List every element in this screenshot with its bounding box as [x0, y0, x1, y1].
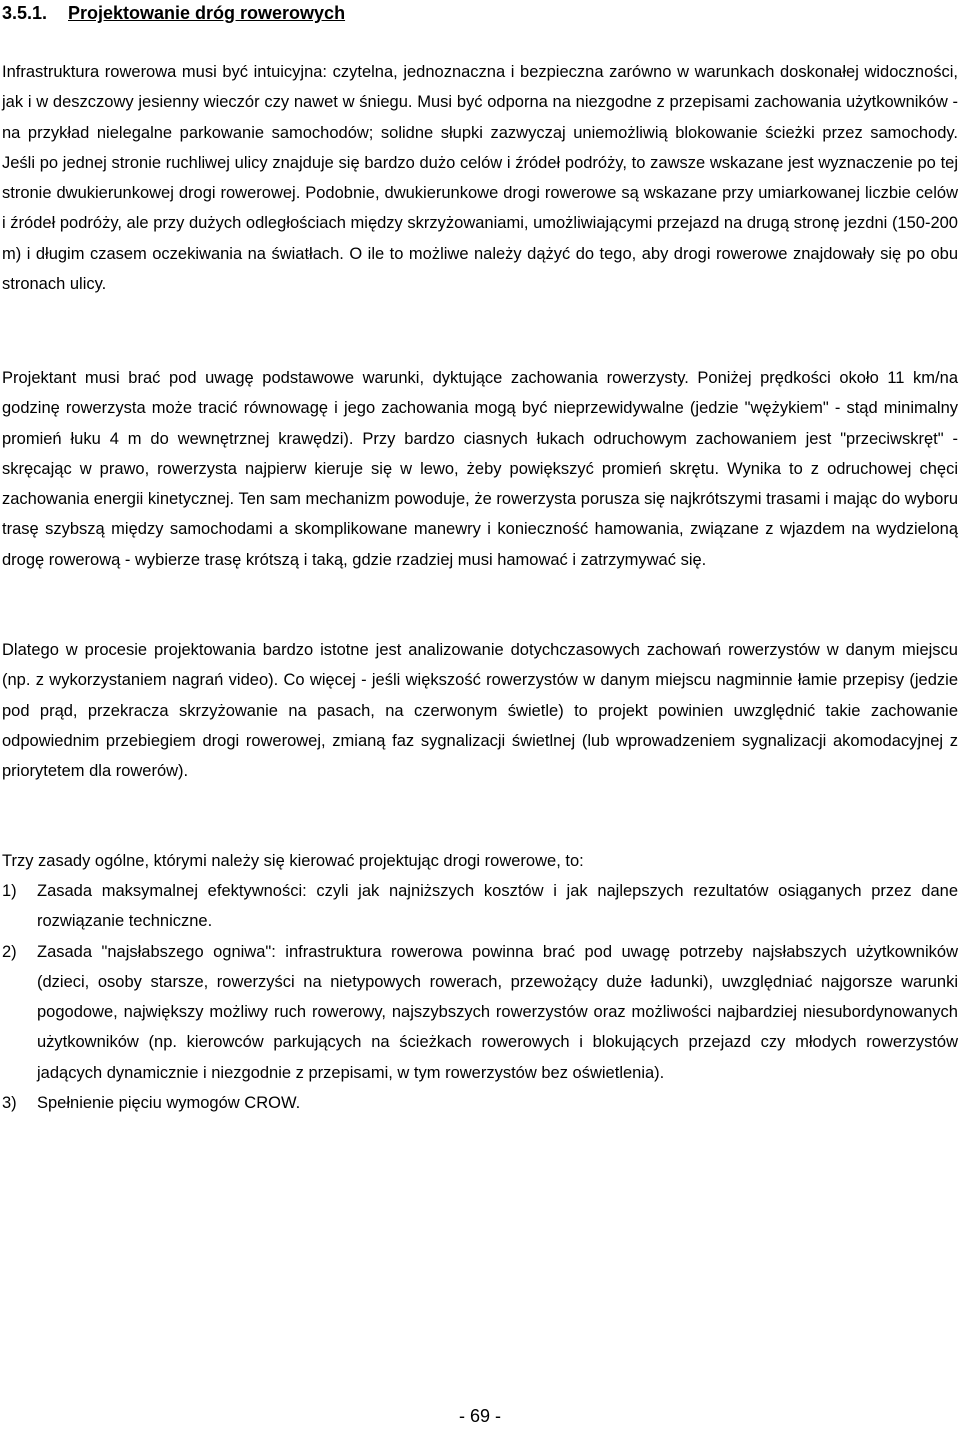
paragraph-cyclist-behaviour: Projektant musi brać pod uwagę podstawowe warunki, dyktujące zachowania rowerzysty. Poniżej prędkości około 11 km/na godzinę rowerzysta może tracić równowagę i jego zachowania mogą być nieprzewidywalne (jedzie "wężykiem" - stąd minimalny promień łuku 4 m do wewnętrznej krawędzi). Przy bardzo ciasnych łukach odruchowym zachowaniem jest "przeciwskręt" - skręcając w prawo, rowerzysta najpierw kieruje się w lewo, żeby powiększyć promień skrętu. Wynika to z odruchowej chęci zachowania energii kinetycznej. Ten sam mechanizm powoduje, że rowerzysta porusza się najkrótszymi trasami i mając do wyboru trasę szybszą między samochodami a skomplikowane manewry i konieczność hamowania, związane z wjazdem na wydzieloną drogę rowerową - wybierze trasę krótszą i taką, gdzie rzadziej musi hamować i zatrzymywać się.: [2, 369, 958, 569]
principles-list: [2, 876, 958, 1118]
list-marker: 1): [2, 882, 17, 900]
list-marker: 3): [2, 1094, 17, 1113]
section-title: Projektowanie dróg rowerowych: [68, 3, 346, 23]
list-item-text: Spełnienie pięciu wymogów CROW.: [37, 1094, 301, 1113]
section-number: 3.5.1.: [2, 3, 48, 23]
list-item: [2, 1088, 958, 1118]
section-heading: [2, 0, 345, 26]
list-item-text: Zasada "najsłabszego ogniwa": infrastruktura rowerowa powinna brać pod uwagę potrzeby najsłabszych użytkowników (dzieci, osoby starsze, rowerzyści na nietypowych rowerach, przewożący duże ładunki), uwzględniać najgorsze warunki pogodowe, największy możliwy ruch rowerowy, najszybszych rowerzystów oraz możliwości najbardziej niesubordynowanych użytkowników (np. kierowców parkujących na ścieżkach rowerowych i blokujących przejazd czy młodych rowerzystów jadących dynamicznie i niezgodnie z przepisami, w tym rowerzystów bez oświetlenia).: [37, 942, 958, 1082]
list-item: [2, 876, 958, 937]
list-item-text: Zasada maksymalnej efektywności: czyli jak najniższych kosztów i jak najlepszych rezultatów osiąganych przez dane rozwiązanie techniczne.: [37, 882, 958, 931]
page-number: - 69 -: [458, 1406, 501, 1426]
list-marker: 2): [2, 942, 17, 961]
list-item: [2, 937, 958, 1088]
paragraph-analysis: Dlatego w procesie projektowania bardzo istotne jest analizowanie dotychczasowych zachowań rowerzystów w danym miejscu (np. z wykorzystaniem nagrań video). Co więcej - jeśli większość rowerzystów w danym miejscu nagminnie łamie przepisy (jedzie pod prąd, przekracza skrzyżowanie na pasach, na czerwonym świetle) to projekt powinien uwzględnić takie zachowanie odpowiednim przebiegiem drogi rowerowej, zmianą faz sygnalizacji świetlnej (lub wprowadzeniem sygnalizacji akomodacyjnej z priorytetem dla rowerów).: [2, 641, 958, 781]
paragraph-principles-intro: Trzy zasady ogólne, którymi należy się kierować projektując drogi rowerowe, to:: [2, 852, 584, 870]
paragraph-infrastructure: Infrastruktura rowerowa musi być intuicyjna: czytelna, jednoznaczna i bezpieczna zarówno w warunkach doskonałej widoczności, jak i w deszczowy jesienny wieczór czy nawet w śniegu. Musi być odporna na niezgodne z przepisami zachowania użytkowników - na przykład nielegalne parkowanie samochodów; solidne słupki zazwyczaj uniemożliwią blokowanie ścieżki przez samochody. Jeśli po jednej stronie ruchliwej ulicy znajduje się bardzo dużo celów i źródeł podróży, to zawsze wskazane jest wyznaczenie po tej stronie dwukierunkowej drogi rowerowej. Podobnie, dwukierunkowe drogi rowerowe są wskazane przy umiarkowanej liczbie celów i źródeł podróży, ale przy dużych odległościach między skrzyżowaniami, umożliwiającymi przejazd na drugą stronę jezdni (150-200 m) i długim czasem oczekiwania na światłach. O ile to możliwe należy dążyć do tego, aby drogi rowerowe znajdowały się po obu stronach ulicy.: [2, 63, 958, 294]
